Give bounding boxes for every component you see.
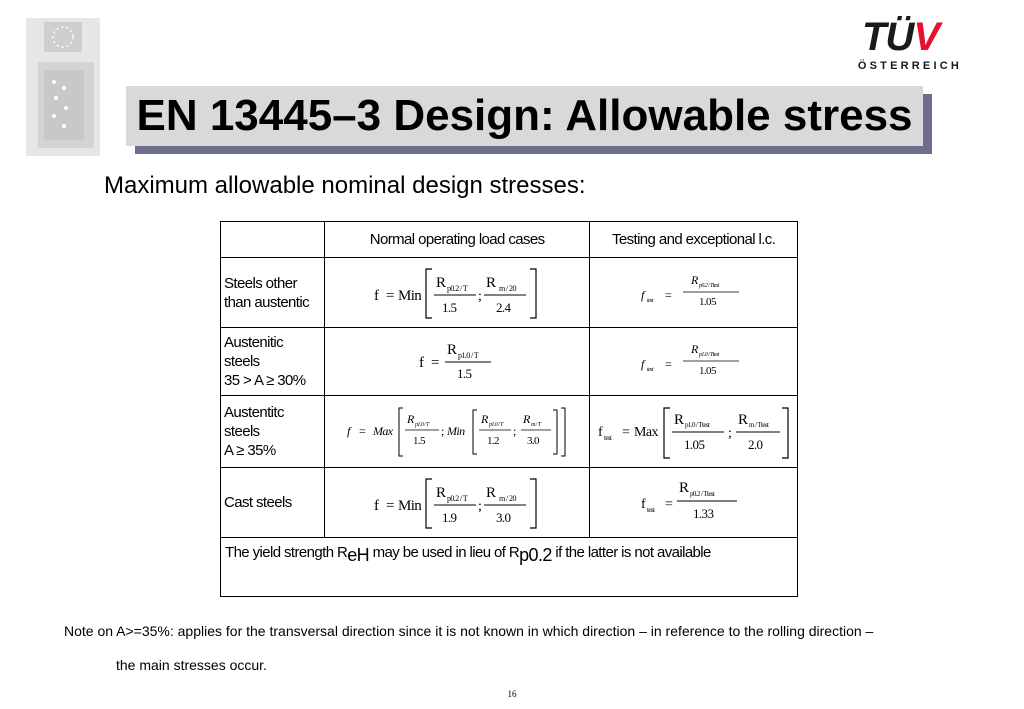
- formula-rp10: [417, 337, 497, 387]
- tuv-logo-word: TÜV: [862, 15, 940, 59]
- table-row: [221, 328, 798, 396]
- formula-denominator: 2.0: [747, 436, 763, 452]
- formula-sub: p1.0 / Ttest: [684, 420, 709, 429]
- formula-symbol: f: [640, 496, 645, 512]
- bracket-right: [530, 479, 536, 528]
- header-testing: Testing and exceptional l.c.: [590, 222, 798, 258]
- row-label-line: Steels other: [224, 274, 297, 292]
- formula-r: R: [447, 341, 457, 358]
- formula-sub: test: [646, 366, 653, 373]
- row-label-line: Austentitc: [224, 404, 284, 421]
- row-label-line: A ≥ 35%: [224, 442, 276, 459]
- formula-denominator: 1.05: [698, 364, 716, 377]
- formula-eq: =: [431, 354, 440, 371]
- formula-separator: ;: [478, 288, 482, 304]
- formula-sub: m / 20: [499, 283, 517, 293]
- row-label-line: Austenitic: [224, 334, 284, 351]
- row-label-line: 35 > A ≥ 30%: [224, 372, 306, 389]
- formula-eq: =: [386, 287, 395, 304]
- bracket-left: [399, 408, 403, 456]
- table-row: [221, 258, 798, 328]
- formula-cast-min: [372, 473, 542, 533]
- formula-cell: [325, 258, 590, 328]
- formula-ftest-rp02: [639, 268, 749, 318]
- formula-eq: =: [664, 287, 671, 302]
- formula-sub: p1.0 / T: [415, 421, 429, 428]
- formula-r: R: [436, 274, 446, 291]
- formula-denominator: 1.5: [457, 365, 472, 381]
- formula-min-rp02-rm: [372, 263, 542, 323]
- formula-denominator: 1.05: [683, 436, 704, 452]
- formula-denominator: 1.33: [692, 505, 713, 521]
- formula-eq: =: [386, 497, 395, 514]
- yield-note-sub-eh: eH: [347, 545, 370, 565]
- formula-r: R: [690, 272, 698, 287]
- yield-note-sub-p02: p0.2: [519, 545, 552, 565]
- yield-note-prefix: The yield strength R: [225, 544, 348, 561]
- bracket-left: [426, 269, 432, 318]
- formula-cell: [325, 328, 590, 396]
- formula-symbol: f: [640, 356, 644, 371]
- row-label-austenitic-30: [221, 328, 325, 396]
- formula-max: Max: [633, 424, 658, 440]
- row-label-steels-other: [221, 258, 325, 328]
- row-label-cast-steels: [221, 468, 325, 538]
- formula-r: R: [436, 484, 446, 501]
- yield-strength-note: [221, 538, 798, 597]
- formula-symbol: f: [597, 424, 602, 440]
- formula-separator: ;: [478, 498, 482, 514]
- formula-min: Min: [447, 423, 465, 438]
- bracket-left: [473, 410, 477, 454]
- formula-cell: [325, 468, 590, 538]
- formula-eq: =: [359, 423, 366, 438]
- bracket-right: [553, 410, 557, 454]
- bracket-right: [782, 408, 788, 458]
- formula-min: Min: [398, 287, 422, 304]
- table-row: [221, 468, 798, 538]
- formula-separator: ;: [513, 423, 516, 438]
- table-row: [221, 538, 798, 597]
- note-paragraph: Note on A>=35%: applies for the transversal direction since it is not known in which direction – in reference to the rolling direction –: [64, 623, 874, 639]
- formula-max-min: [345, 404, 569, 460]
- formula-r: R: [690, 341, 698, 356]
- formula-r: R: [481, 411, 488, 426]
- formula-r: R: [673, 411, 684, 428]
- formula-symbol: f: [640, 287, 644, 302]
- formula-denominator: 1.05: [698, 295, 716, 308]
- formula-r: R: [523, 411, 530, 426]
- formula-sub: p1.0 / T: [489, 421, 503, 428]
- eu-flag-logo: [26, 18, 100, 156]
- row-label-line: steels: [224, 423, 260, 440]
- header-normal-load: Normal operating load cases: [325, 222, 590, 258]
- bracket-left: [426, 479, 432, 528]
- formula-denominator: 1.5: [413, 434, 426, 447]
- formula-eq: =: [664, 356, 671, 371]
- formula-sub: m / 20: [499, 493, 517, 503]
- formula-ftest-max: [596, 402, 792, 462]
- formula-ftest-rp10: [639, 337, 749, 387]
- formula-symbol: f: [347, 423, 350, 438]
- formula-min: Min: [398, 497, 422, 514]
- formula-sub: m / T: [531, 421, 541, 428]
- bracket-left: [664, 408, 670, 458]
- formula-sub: p0.2 / Ttest: [698, 282, 719, 289]
- formula-eq: =: [621, 424, 629, 440]
- stress-table: [220, 221, 798, 597]
- formula-sub: m / Ttest: [748, 420, 768, 429]
- title-box: [126, 86, 923, 146]
- formula-denominator: 2.4: [496, 299, 511, 315]
- formula-r: R: [678, 479, 689, 496]
- formula-separator: ;: [441, 423, 444, 438]
- formula-symbol: f: [374, 287, 379, 304]
- table-header-row: [221, 222, 798, 258]
- yield-note-middle: may be used in lieu of R: [369, 544, 520, 561]
- bracket-right: [530, 269, 536, 318]
- table-row: [221, 396, 798, 468]
- formula-sub: p1.0 / Ttest: [698, 351, 719, 358]
- note-continuation: the main stresses occur.: [116, 657, 267, 673]
- formula-denominator: 1.2: [487, 434, 500, 447]
- formula-sub: test: [603, 433, 611, 442]
- subtitle: Maximum allowable nominal design stresses:: [104, 172, 586, 199]
- formula-r: R: [486, 274, 496, 291]
- yield-note-suffix: if the latter is not available: [551, 544, 711, 561]
- formula-sub: test: [646, 297, 653, 304]
- formula-separator: ;: [727, 425, 731, 441]
- row-label-line: Cast steels: [224, 494, 292, 511]
- formula-r: R: [486, 484, 496, 501]
- formula-sub: p0.2 / T: [447, 493, 468, 503]
- row-label-line: steels: [224, 353, 260, 370]
- slide-title: EN 13445–3 Design: Allowable stress: [136, 91, 913, 140]
- tuv-logo-subtitle: ÖSTERREICH: [857, 60, 962, 72]
- formula-symbol: f: [419, 354, 424, 371]
- formula-cell: [590, 328, 798, 396]
- formula-denominator: 3.0: [527, 434, 540, 447]
- formula-sub: p1.0 / T: [458, 350, 479, 360]
- formula-r: R: [737, 411, 748, 428]
- formula-cell: [590, 258, 798, 328]
- formula-sub: p0.2 / Ttest: [689, 489, 714, 498]
- bracket-right: [561, 408, 565, 456]
- row-label-line: than austentic: [224, 293, 309, 311]
- tuv-austria-logo: [850, 14, 962, 74]
- formula-denominator: 3.0: [496, 509, 511, 525]
- formula-max: Max: [373, 423, 393, 438]
- formula-cell: [325, 396, 590, 468]
- formula-cell: [590, 468, 798, 538]
- formula-sub: test: [646, 505, 654, 514]
- formula-ftest-cast: [639, 478, 749, 528]
- page-number: 16: [507, 689, 517, 699]
- row-label-austenitic-35: [221, 396, 325, 468]
- formula-sub: p0.2 / T: [447, 283, 468, 293]
- formula-eq: =: [664, 496, 672, 512]
- formula-denominator: 1.5: [442, 299, 457, 315]
- header-cell-empty: [221, 222, 325, 258]
- formula-cell: [590, 396, 798, 468]
- formula-r: R: [407, 411, 414, 426]
- formula-denominator: 1.9: [442, 509, 457, 525]
- formula-symbol: f: [374, 497, 379, 514]
